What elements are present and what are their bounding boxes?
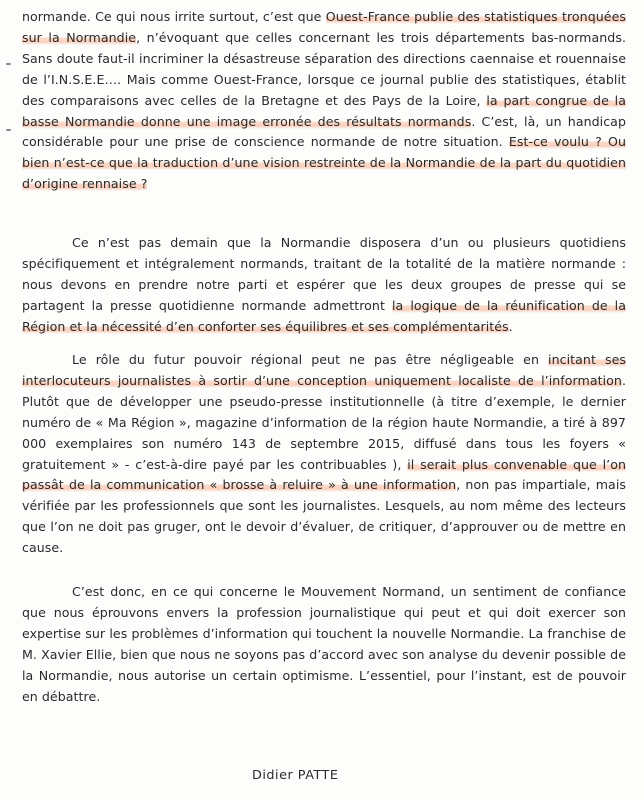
p2-highlight-1: la logique de la réunification de la Région et la nécessité d’en conforter ses équilibres et ses complémentarités bbox=[22, 297, 627, 334]
p3-text-c: , non pas impartiale, mais vérifiée par les professionnels que sont les journalistes. Lesquels, au nom même des lecteurs que l’on ne doit pas gruger, ont le devoir d’évaluer, de critiquer, d’approuver ou de mettre en cause. bbox=[22, 477, 626, 556]
paragraph-1 bbox=[22, 7, 626, 195]
p1-highlight-3: Est-ce voulu ? Ou bien n’est-ce que la traduction d’une vision restreinte de la Normandie de la part du quotidien d’origine rennaise ? bbox=[22, 134, 626, 192]
p1-text-c: . C’est, là, un handicap considérable pour une prise de conscience normande de notre situation. bbox=[22, 113, 626, 150]
p3-highlight-2: il serait plus convenable que l’on passât de la communication « brosse à reluire » à une information bbox=[22, 456, 627, 493]
p1-highlight-2: la part congrue de la basse Normandie donne une image erronée des résultats normands bbox=[22, 92, 626, 129]
margin-mark bbox=[6, 63, 11, 65]
paragraph-4 bbox=[22, 582, 626, 707]
p3-text-b: . Plutôt que de développer une pseudo-presse institutionnelle (à titre d’exemple, le dernier numéro de « Ma Région », magazine d’information de la région haute Normandie, a tiré à 897 000 exemplaires son numéro 143 de septembre 2015, diffusé dans tous les foyers « gratuitement » - c’est-à-dire payé par les contribuables ), bbox=[22, 372, 626, 472]
p4-text-a: C’est donc, en ce qui concerne le Mouvement Normand, un sentiment de confiance que nous éprouvons envers la profession journalistique qui peut et qui doit exercer son expertise sur les problèmes d’information qui touchent la nouvelle Normandie. La franchise de M. Xavier Ellie, bien que nous ne soyons pas d’accord avec son analyse du devenir possible de la Normandie, nous autorise un certain optimisme. L’essentiel, pour l’instant, est de pouvoir en débattre. bbox=[22, 584, 626, 704]
p3-text-a: Le rôle du futur pouvoir régional peut ne pas être négligeable en bbox=[72, 352, 549, 367]
p2-text-b: . bbox=[508, 318, 513, 334]
p1-text-a: normande. Ce qui nous irrite surtout, c’est que bbox=[22, 9, 326, 24]
p1-text-b: , n’évoquant que celles concernant les trois départements bas-normands. Sans doute faut-il incriminer la désastreuse séparation des directions caennaise et rouennaise de l’I.N.S.E.E…. Mais comme Ouest-France, lorsque ce journal publie des statistiques, établit des comparaisons avec celles de la Bretagne et des Pays de la Loire, bbox=[22, 29, 626, 108]
signature: Didier PATTE bbox=[252, 768, 339, 783]
p2-text-a: Ce n’est pas demain que la Normandie disposera d’un ou plusieurs quotidiens spécifiquement et intégralement normands, traitant de la totalité de la matière normande : nous devons en prendre notre parti et espérer que les deux groupes de presse qui se partagent la presse quotidienne normande admettront bbox=[22, 235, 626, 313]
paragraph-2 bbox=[22, 233, 626, 338]
margin-mark bbox=[6, 129, 11, 131]
p3-highlight-1: incitant ses interlocuteurs journalistes à sortir d’une conception uniquement localiste de l’information bbox=[22, 352, 627, 388]
paragraph-3 bbox=[22, 350, 626, 559]
p1-highlight-1: Ouest-France publie des statistiques tronquées sur la Normandie bbox=[22, 9, 626, 45]
